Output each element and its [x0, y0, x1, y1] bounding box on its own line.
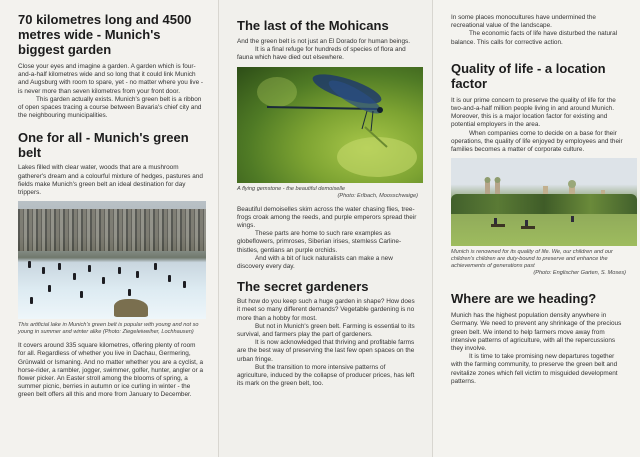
naturalists-paragraph: And with a bit of luck naturalists can make a new discovery every day.: [237, 254, 393, 271]
main-title: 70 kilometres long and 4500 metres wide - Munich's biggest garden: [18, 12, 192, 57]
intro-paragraph-2: This garden actually exists. Munich's green belt is a ribbon of open spaces tracing a course between Bavaria's chief city and the neighbouring municipalities.: [18, 95, 202, 120]
english-garden-photo: [451, 158, 637, 246]
area-paragraph: It covers around 335 square kilometres, offering plenty of room for all. Regardless of whether you live in Dachau, Germering, Grünwald or Ismaning. And no matter whether you are a cyclist, a horse-rider, a rambler, jogger, swimmer, golfer, hunter, angler or a flower picker. An Easter stroll among the blooms of spring, a summer picnic, berries in autumn or ice curling in winter - the green belt offers all this and more from January to December.: [18, 342, 204, 399]
mohicans-paragraph-1: And the green belt is not just an El Dorado for human beings.: [237, 38, 411, 45]
gardeners-paragraph-4: But the transition to more intensive patterns of agriculture, induced by the collapse of producer prices, has left its mark on the green belt, too.: [237, 363, 415, 388]
heading-where-heading: Where are we heading?: [451, 291, 597, 307]
economic-paragraph: The economic facts of life have disturbed the natural balance. This calls for corrective action.: [451, 30, 618, 46]
heading-quality-of-life: Quality of life - a location factor: [451, 60, 606, 91]
demoiselles-paragraph: Beautiful demoiselles skim across the water chasing flies, tree-frogs croak among the reeds, and purple emperors spread their wings.: [237, 205, 417, 230]
damselfly-caption: A flying gemstone - the beautiful demoiselle (Photo: Erlbach, Moosschwaige): [237, 185, 418, 199]
damselfly-photo: [237, 67, 423, 183]
gardeners-paragraph-1: But how do you keep such a huge garden in shape? How does it meet so many different demands? Vegetable gardening is no more than a hobby for most.: [237, 298, 415, 322]
heading-mohicans: The last of the Mohicans: [237, 18, 389, 33]
column-left: [0, 0, 218, 457]
heading-secret-gardeners: The secret gardeners: [237, 279, 369, 295]
winter-lake-photo: [18, 201, 206, 319]
heading-paragraph-1: Munich has the highest population density anywhere in Germany. We need to prevent any shrinkage of the precious green belt. We intend to help farmers move away from intensive patterns of agriculture, with all the repercussions they involve.: [451, 312, 622, 353]
heading-one-for-all: One for all - Munich's green belt: [18, 130, 189, 161]
mohicans-paragraph-2: It is a final refuge for hundreds of species of flora and fauna which have died out elsewhere.: [237, 46, 406, 62]
park-caption: Munich is renowned for its quality of life. We, our children and our children's children are duty-bound to preserve and enhance the achievements of generations past (Photo: Englischer Garten, S. Moses): [451, 249, 626, 277]
intro-paragraph: Close your eyes and imagine a garden. A garden which is four-and-a-half kilometres wide and so long that it could link Munich and Augsburg with room to spare, yet - no matter where you live - is never more than seven kilometres from your front door.: [18, 63, 204, 95]
quality-paragraph-1: It is our prime concern to preserve the quality of life for the two-and-a-half million people living in and around Munich. Moreover, this is a major location factor for existing and potential employers in the area.: [451, 96, 616, 129]
gardeners-paragraph-2: But not in Munich's green belt. Farming is essential to its survival, and farmers play the part of gardeners.: [237, 322, 415, 339]
column-middle: [218, 0, 432, 457]
quality-paragraph-2: When companies come to decide on a base for their operations, the quality of life enjoyed by employees and their families becomes a matter of corporate culture.: [451, 129, 623, 154]
lakes-paragraph: Lakes filled with clear water, woods that are a mushroom gatherer's dream and a colourful mixture of hedges, pastures and fields make Munich's green belt an ideal destination for day trippers.: [18, 164, 203, 197]
lake-caption: This artificial lake in Munich's green belt is popular with young and not so young in summer and winter alike (Photo: Ziegeleiweiher, Lochhausen): [18, 322, 199, 336]
column-right: [432, 0, 640, 457]
rare-species-paragraph: These parts are home to such rare examples as globeflowers, primroses, Siberian irises, stemless Carline-thistles, gentians an purple orchids.: [237, 230, 402, 254]
monocultures-paragraph: In some places monocultures have undermined the recreational value of the landscape.: [451, 14, 596, 30]
gardeners-paragraph-3: It is now acknowledged that thriving and profitable farms are the best way of preserving the last few open spaces on the urban fringe.: [237, 339, 415, 363]
heading-paragraph-2: It is time to take promising new departures together with the farming community, to preserve the green belt and revitalize zones which fell victim to misguided development patterns.: [451, 353, 618, 385]
